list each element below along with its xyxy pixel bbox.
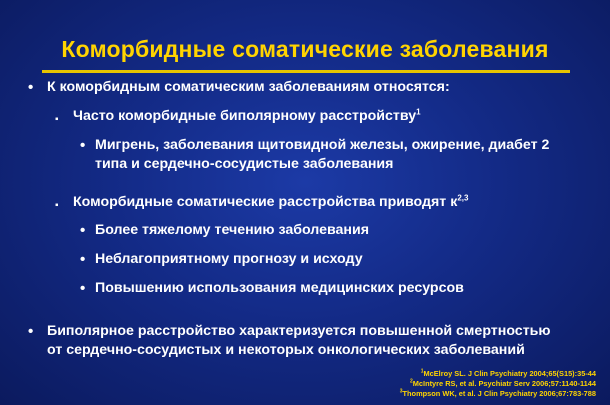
references: [400, 369, 596, 399]
footnote-ref: 1: [416, 107, 421, 117]
reference-2: $^2$McIntyre RS, et al. Psychiatr Serv 2006;57:1140-1144: [409, 378, 596, 388]
square-bullet-marker: ▪: [55, 200, 59, 211]
subbullet-text: Коморбидные соматические расстройства приводят к: [73, 194, 458, 210]
bullet-mortality: [28, 322, 603, 362]
bullet-marker: •: [28, 79, 34, 96]
square-bullet-marker: ▪: [55, 114, 59, 125]
bullet-marker: •: [80, 222, 86, 239]
reference-1: $^1$McElroy SL. J Clin Psychiatry 2004;65(S15):35-44: [420, 368, 596, 378]
subsubbullet-line-1: Мигрень, заболевания щитовидной железы, ожирение, диабет 2: [95, 137, 550, 153]
slide-title: Коморбидные соматические заболевания: [61, 36, 549, 62]
subsubbullet-text: Повышению использования медицинских ресурсов: [95, 280, 464, 296]
bullet-marker: •: [80, 137, 86, 154]
subbullet-text: Часто коморбидные биполярному расстройству: [73, 108, 417, 124]
bullet-marker: •: [80, 280, 86, 297]
bullet-marker: •: [80, 251, 86, 268]
bullet-line-1: Биполярное расстройство характеризуется повышенной смертностью: [47, 323, 551, 339]
bullet-text: К коморбидным соматическим заболеваниям относятся:: [47, 79, 450, 95]
bullet-line-2: от сердечно-сосудистых и некоторых онкологических заболеваний: [47, 342, 525, 358]
subsubbullet-text: Более тяжелому течению заболевания: [95, 222, 369, 238]
subsubbullet-conditions: [80, 136, 600, 176]
footnote-ref: 2,3: [457, 193, 469, 203]
reference-3: $^3$Thompson WK, et al. J Clin Psychiatry 2006;67:783-788: [399, 388, 596, 398]
bullet-marker: •: [28, 323, 34, 340]
subsubbullet-line-2: типа и сердечно-сосудистые заболевания: [95, 156, 394, 172]
title-underline: [42, 70, 570, 73]
subsubbullet-text: Неблагоприятному прогнозу и исходу: [95, 251, 363, 267]
